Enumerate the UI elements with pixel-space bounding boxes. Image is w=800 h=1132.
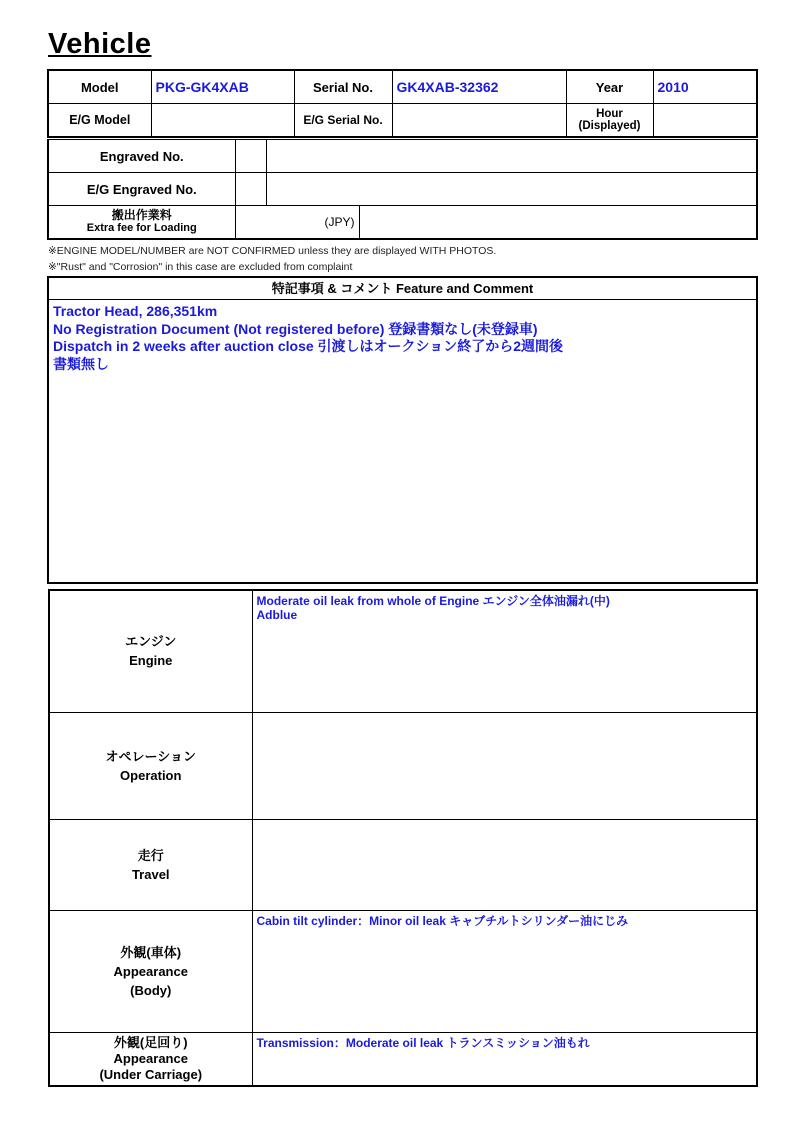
engraved-value-small [235,140,266,173]
feature-line: 書類無し [53,355,109,372]
table-row [49,910,757,1032]
category-appearance-undercarriage [49,1032,252,1086]
page-title: Vehicle [48,28,152,60]
comment-line: Adblue [256,608,298,622]
eg-engraved-label: E/G Engraved No. [48,173,235,206]
loading-fee-label-ja: 搬出作業料 [111,208,172,222]
hour-value [653,104,757,138]
category-label-en: Appearance [113,1050,188,1066]
table-row [48,140,757,173]
comment-appearance-body [252,910,757,1032]
category-label-en: Travel [131,866,170,882]
engraved-table [47,139,758,240]
table-row [48,173,757,206]
hour-label [566,104,653,138]
feature-comment-box [47,276,758,584]
eg-serial-label: E/G Serial No. [294,104,392,138]
feature-line: Dispatch in 2 weeks after auction close 引渡しはオークション終了から2週間後 [53,338,564,354]
eg-serial-value [392,104,566,138]
year-label: Year [566,70,653,104]
hour-label-line2: (Displayed) [578,120,641,132]
vehicle-info-table [47,69,758,138]
model-label: Model [48,70,151,104]
category-appearance-body [49,910,252,1032]
serial-value: GK4XAB-32362 [392,70,566,104]
year-value: 2010 [653,70,757,104]
comment-engine [252,590,757,712]
category-label-ja: 走行 [137,847,164,863]
engraved-label: Engraved No. [48,140,235,173]
comment-operation [252,712,757,819]
table-row [49,1032,757,1086]
engine-note: ※ENGINE MODEL/NUMBER are NOT CONFIRMED unless they are displayed WITH PHOTOS. [48,245,497,257]
category-label-ja: オペレーション [105,748,196,764]
loading-fee-value [359,206,757,240]
category-label-en: Operation [120,767,182,783]
comment-travel [252,819,757,910]
category-travel [49,819,252,910]
model-value: PKG-GK4XAB [151,70,294,104]
category-label-en: Engine [129,653,173,669]
category-label-en2: (Body) [130,982,172,998]
hour-label-line1: Hour [596,108,623,120]
feature-body [49,300,756,376]
feature-line: Tractor Head, 286,351km [53,303,218,319]
table-row [49,712,757,819]
category-label-ja: エンジン [125,634,177,650]
category-operation [49,712,252,819]
comment-line: Moderate oil leak from whole of Engine エンジン全体油漏れ(中) [256,594,610,608]
eg-engraved-value-small [235,173,266,206]
comment-line: Transmission：Moderate oil leak トランスミッション油もれ [256,1035,590,1050]
table-row [48,206,757,240]
category-label-en2: (Under Carriage) [99,1066,203,1082]
loading-fee-currency: (JPY) [235,206,359,240]
inspection-table [48,589,758,1087]
engraved-value [266,140,757,173]
serial-label: Serial No. [294,70,392,104]
eg-model-value [151,104,294,138]
table-row [49,819,757,910]
eg-model-label: E/G Model [48,104,151,138]
table-row [48,70,757,104]
comment-appearance-undercarriage [252,1032,757,1086]
category-engine [49,590,252,712]
loading-fee-label [48,206,235,240]
category-label-ja: 外観(車体) [120,944,182,960]
table-row [48,104,757,138]
eg-engraved-value [266,173,757,206]
category-label-en: Appearance [113,963,188,979]
table-row [49,590,757,712]
feature-line: No Registration Document (Not registered before) 登録書類なし(未登録車) [53,320,538,337]
loading-fee-label-en: Extra fee for Loading [86,222,197,234]
comment-line: Cabin tilt cylinder：Minor oil leak キャブチルトシリンダー油にじみ [256,913,629,928]
category-label-ja: 外観(足回り) [113,1034,188,1050]
rust-note: ※"Rust" and "Corrosion" in this case are excluded from complaint [48,261,353,273]
feature-heading: 特記事項 & コメント Feature and Comment [49,278,756,300]
